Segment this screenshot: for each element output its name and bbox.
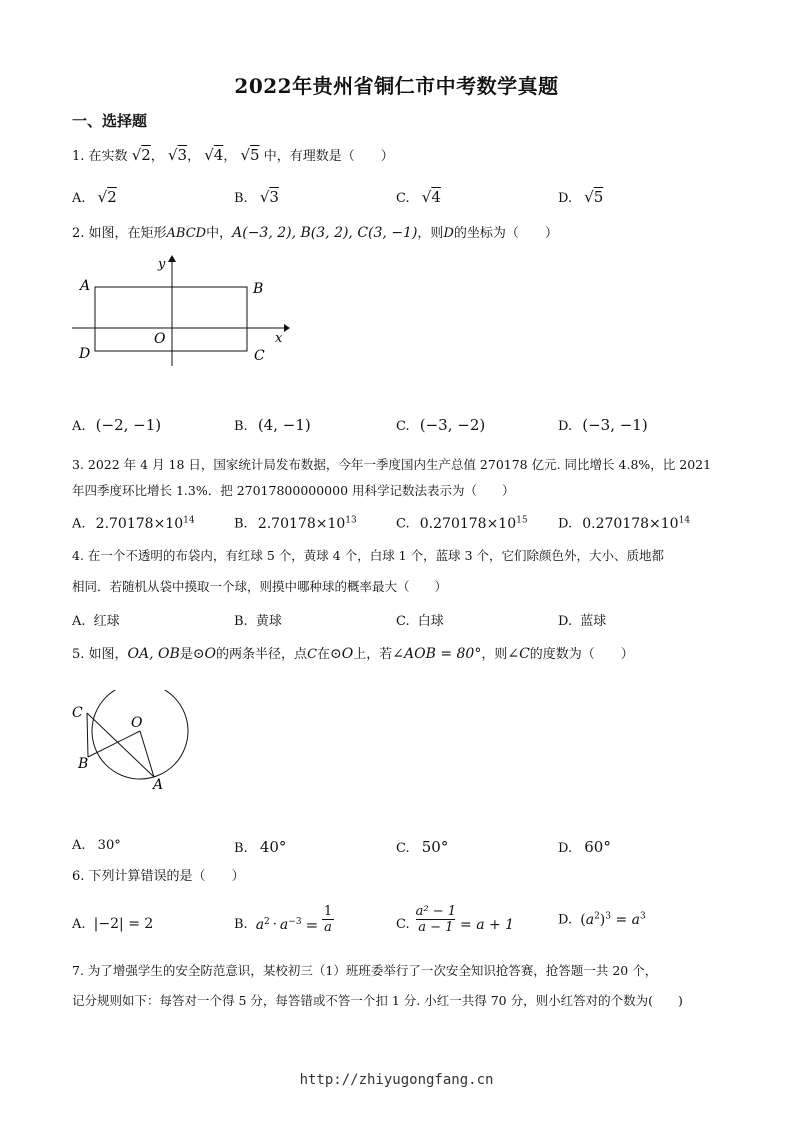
label-c: C <box>254 348 265 364</box>
question-1-tail: 中，有理数是（ ） <box>263 149 394 164</box>
q2-option-b: B. (4, −1) <box>234 416 311 434</box>
q3-option-a: A. $2.70178\times 10^{14}$ <box>72 515 195 532</box>
question-4-line-1: 4. 在一个不透明的布袋内，有红球 5 个，黄球 4 个，白球 1 个，蓝球 3 个，它们除颜色外，大小、质地都 <box>72 548 665 563</box>
q2-option-a: A. (−2, −1) <box>72 416 162 434</box>
q2-option-d: D. (−3, −1) <box>558 416 648 434</box>
label-d: D <box>79 346 91 362</box>
q1-option-b: B. √3 <box>234 188 279 206</box>
q1-option-d: D. √5 <box>558 188 604 206</box>
label-c: C <box>72 705 83 721</box>
y-axis-arrow <box>168 255 176 262</box>
question-5-stem: 5. 如图，OA, OB是⊙O的两条半径，点C在⊙O上，若∠AOB = 80°，则∠C的度数为（ ） <box>72 646 634 662</box>
circle-figure <box>66 690 196 800</box>
label-b: B <box>78 756 89 772</box>
question-7-line-2: 记分规则如下：每答对一个得 5 分，每答错或不答一个扣 1 分. 小红一共得 70 分，则小红答对的个数为( ) <box>72 993 683 1008</box>
surd-2: √3 <box>167 146 188 164</box>
question-2-stem: 2. 如图，在矩形ABCD中，A(−3, 2), B(3, 2), C(3, −1)，则D的坐标为（ ） <box>72 225 558 241</box>
q4-option-a: A. 红球 <box>72 614 120 629</box>
label-a: A <box>153 777 164 793</box>
footer-url[interactable]: http://zhiyugongfang.cn <box>299 1072 494 1088</box>
q4-option-b: B. 黄球 <box>234 614 282 629</box>
question-3-line-2: 年四季度环比增长 1.3%．把 27017800000000 用科学记数法表示为（ ） <box>72 483 515 498</box>
q6-option-d: D. $(a^2)^3 = a^3$ <box>558 911 646 928</box>
label-b: B <box>253 281 264 297</box>
section-heading: 一、选择题 <box>72 112 148 130</box>
rectangle-abcd <box>95 287 247 351</box>
q2-option-c: C. (−3, −2) <box>396 416 486 434</box>
question-4-line-2: 相同．若随机从袋中摸取一个球，则摸中哪种球的概率最大（ ） <box>72 579 448 594</box>
q6-option-b: B. a $^2$ · a $^{-3}$ = $\frac{1}{a}$ <box>234 904 333 935</box>
q3-option-b: B. $2.70178\times 10^{13}$ <box>234 515 357 532</box>
radius-ob <box>88 731 140 757</box>
q1-option-c: C. √4 <box>396 188 441 206</box>
label-x: x <box>275 331 283 346</box>
q5-option-d: D. 60° <box>558 838 611 856</box>
rectangle-coordinate-figure <box>60 252 300 374</box>
q5-option-a: A. 30° <box>72 838 121 853</box>
question-1-intro: 1. 在实数 <box>72 149 128 164</box>
q6-option-c: C. $\frac{\text{a² − 1}}{a - 1}$ = a + 1 <box>396 904 515 935</box>
question-6-stem: 6. 下列计算错误的是（ ） <box>72 869 245 884</box>
label-origin: O <box>154 331 166 347</box>
fraction-a2-minus-1: $\frac{\text{a² − 1}}{a - 1}$ <box>415 904 457 935</box>
question-1-stem: 1. 在实数 √2， √3， √4， √5 中，有理数是（ ） <box>72 146 394 164</box>
q1-option-a: A. √2 <box>72 188 117 206</box>
q6-option-a: A. |−2| = 2 <box>72 916 154 932</box>
circle-o <box>92 690 188 779</box>
q4-option-d: D. 蓝球 <box>558 614 607 629</box>
surd-1: √2 <box>131 146 151 164</box>
q4-option-c: C. 白球 <box>396 614 444 629</box>
surd-3: √4 <box>204 146 224 164</box>
fraction-1-over-a: $\frac{1}{a}$ <box>323 904 333 935</box>
label-a: A <box>80 278 91 294</box>
q3-option-d: D. $0.270178\times 10^{14}$ <box>558 515 691 532</box>
chord-cb <box>87 713 88 757</box>
q5-option-b: B. 40° <box>234 838 287 856</box>
q5-option-c: C. 50° <box>396 838 449 856</box>
page-title: 2022年贵州省铜仁市中考数学真题 <box>234 74 559 98</box>
surd-4: √5 <box>240 146 260 164</box>
x-axis-arrow <box>284 324 290 332</box>
label-o: O <box>131 715 143 731</box>
question-7-line-1: 7. 为了增强学生的安全防范意识，某校初三（1）班班委举行了一次安全知识抢答赛，抢答题一共 20 个， <box>72 963 658 978</box>
question-3-line-1: 3. 2022 年 4 月 18 日，国家统计局发布数据，今年一季度国内生产总值 270178 亿元. 同比增长 4.8%，比 2021 <box>72 457 712 472</box>
q3-option-c: C. $0.270178\times 10^{15}$ <box>396 515 528 532</box>
label-y: y <box>158 257 166 272</box>
